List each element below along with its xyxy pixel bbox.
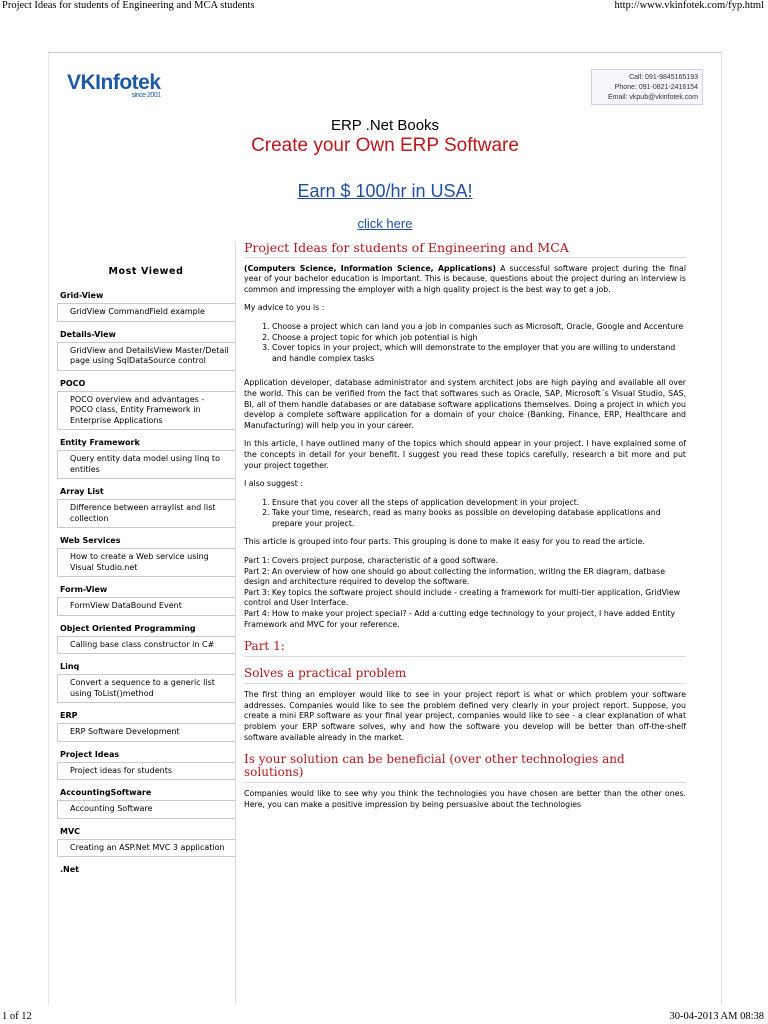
banner-headline: Create your Own ERP Software (251, 135, 519, 156)
page-frame (48, 52, 722, 1005)
sidebar-group-heading: POCO (60, 378, 86, 388)
contact-box (591, 69, 703, 105)
sidebar-link[interactable]: Calling base class constructor in C# (57, 636, 235, 655)
sidebar-link[interactable]: Creating an ASP.Net MVC 3 application (57, 839, 235, 858)
sidebar-group-heading: Entity Framework (60, 438, 140, 447)
page-title: Project Ideas for students of Engineering and MCA (244, 243, 686, 258)
sidebar-group-heading: Web Services (60, 536, 121, 545)
logo-since: since 2001 (131, 92, 161, 99)
part1-heading: Part 1: (244, 640, 686, 657)
advice-list (244, 322, 686, 364)
intro-paragraph (244, 264, 686, 296)
suggest-lead: I also suggest : (244, 479, 303, 489)
sidebar-group (57, 330, 235, 371)
sidebar-group-heading: MVC (60, 826, 81, 836)
sidebar-link[interactable]: FormView DataBound Event (57, 597, 235, 616)
intro-bold: (Computers Science, Information Science, Applications) (244, 263, 496, 273)
section-heading-problem: Solves a practical problem (244, 667, 686, 684)
sidebar-group (57, 585, 235, 616)
list-item: 2. Take your time, research, read as many books as possible on developing database applications and prepare your project. (272, 508, 686, 529)
sidebar-link[interactable]: GridView and DetailsView Master/Detail page using SqlDataSource control (57, 342, 235, 371)
sidebar-group-heading: Details-View (60, 329, 116, 339)
sidebar-group-heading: Grid-View (60, 291, 104, 300)
sidebar-link[interactable]: POCO overview and advantages - POCO class, Entity Framework in Enterprise Applications (57, 391, 235, 431)
sidebar-link[interactable]: GridView CommandField example (57, 303, 235, 322)
sidebar-link[interactable]: How to create a Web service using Visual Studio.net (57, 548, 235, 577)
sidebar-group (57, 624, 235, 655)
sidebar-group-heading: ERP (60, 711, 78, 720)
sidebar-group-heading: Object Oriented Programming (60, 623, 196, 633)
print-datetime: 30-04-2013 AM 08:38 (669, 1011, 764, 1022)
part-line: Part 2: An overview of how one should go about collecting the information, writing the ER diagram, datbase design and architecture required to develop the software. (244, 566, 666, 587)
list-item: 1. Ensure that you cover all the steps of application development in your project. (272, 498, 686, 509)
sidebar-group (57, 750, 235, 781)
advice-lead: My advice to you is : (244, 303, 325, 313)
sidebar-group (57, 711, 235, 742)
sidebar-link[interactable]: Convert a sequence to a generic list using ToList()method (57, 674, 235, 703)
paragraph-outline: In this article, I have outlined many of the topics which should appear in your project. I have explained some of the concepts in detail for your benefit. I suggest you read these topics carefully, research a bit more and put your project together. (244, 439, 686, 470)
sidebar-groups (57, 291, 235, 874)
list-item: 3. Cover topics in your project, which will demonstrate to the employer that you are willing to understand and handle complex tasks (272, 343, 686, 364)
print-footer (0, 1010, 768, 1024)
logo-text: VKInfotek (67, 71, 161, 94)
sidebar-link[interactable]: ERP Software Development (57, 723, 235, 742)
sidebar-group (57, 827, 235, 858)
paragraph-grouping: This article is grouped into four parts. This grouping is done to make it easy for you to read the article. (244, 537, 645, 547)
intro-rest: A successful software project during the final year of your bachelor education is important. This is because, questions about the project during an interview is common and impressing the employer with a high quality project is the best way to get a job. (244, 263, 687, 294)
banner-earn-link[interactable]: Earn $ 100/hr in USA! (297, 181, 473, 201)
contact-phone: Phone: 091-0821-2416154 (614, 84, 698, 91)
print-header (0, 0, 768, 14)
sidebar-group (57, 662, 235, 703)
sidebar-link[interactable]: Difference between arraylist and list collection (57, 499, 235, 528)
part-line: Part 3: Key topics the software project should include - creating a framework for multi-tier application, GridView control and User Interface. (244, 587, 681, 608)
banner-books-heading: ERP .Net Books (330, 117, 440, 134)
sidebar-group-heading: Linq (60, 662, 80, 671)
sidebar-group-heading: AccountingSoftware (60, 788, 152, 797)
sidebar-group (57, 536, 235, 577)
sidebar-group (57, 438, 235, 479)
sidebar-group (57, 379, 235, 431)
sidebar-group-heading: Array List (60, 487, 104, 496)
suggest-list (244, 498, 686, 530)
part-line: Part 1: Covers project purpose, characteristic of a good software. (244, 556, 499, 566)
contact-email: Email: vkpub@vkinfotek.com (608, 94, 698, 101)
section-text-benefit: Companies would like to see why you think the technologies you have chosen are better than the other ones. Here, you can make a positive impression by being persuasive about the technologies (244, 789, 686, 809)
sidebar-group-heading: Project Ideas (60, 749, 120, 759)
sidebar (57, 241, 236, 1005)
section-heading-benefit: Is your solution can be beneficial (over other technologies and solutions) (244, 753, 686, 783)
sidebar-link[interactable]: Accounting Software (57, 800, 235, 819)
main-content (244, 241, 686, 818)
part-line: Part 4: How to make your project special? - Add a cutting edge technology to your project, I have added Entity Framework and MVC for your reference. (244, 609, 676, 629)
sidebar-group-heading: .Net (60, 865, 79, 874)
ad-banner[interactable] (49, 53, 721, 241)
print-title: Project Ideas for students of Engineering and MCA students (2, 0, 255, 11)
sidebar-group (57, 487, 235, 528)
paragraph-jobs: Application developer, database administrator and system architect jobs are high paying and available all over the world. This can be verified from the fact that softwares such as Oracle, SAP, Microsoft´s Visual Studio, SAS, BI, all of them handle databases or are database software applications themselves. Doing a project in which you develop a complete software application for a domain of your choice (Banking, Finance, ERP, Healthcare and Manufacturing) will help you in your career. (244, 378, 686, 430)
list-item: 2. Choose a project topic for which job potential is high (272, 333, 686, 344)
parts-block (244, 556, 686, 630)
banner-click-here-link[interactable]: click here (357, 216, 413, 231)
sidebar-group-heading: Form-View (60, 585, 108, 594)
sidebar-group (57, 788, 235, 819)
print-url: http://www.vkinfotek.com/fyp.html (614, 0, 764, 11)
sidebar-link[interactable]: Project ideas for students (57, 762, 235, 781)
sidebar-group (57, 291, 235, 322)
page-number: 1 of 12 (2, 1011, 32, 1022)
sidebar-group (57, 865, 235, 874)
section-text-problem: The first thing an employer would like to see in your project report is what or which problem your software addresses. Companies would like to see the problem defined very clearly in your project report. Suppose, you create a mini ERP software as your final year project, companies would like to see - a clear explanation of what problem your ERP software solves, why and how the software you develop will be better than off-the-shelf software available already in the market. (244, 690, 686, 742)
contact-call: Call: 091-9845165193 (629, 74, 698, 81)
sidebar-link[interactable]: Query entity data model using linq to entities (57, 450, 235, 479)
vkinfotek-logo[interactable] (67, 71, 161, 99)
list-item: 1. Choose a project which can land you a job in companies such as Microsoft, Oracle, Google and Accenture (272, 322, 686, 333)
sidebar-title: Most Viewed (108, 266, 184, 277)
